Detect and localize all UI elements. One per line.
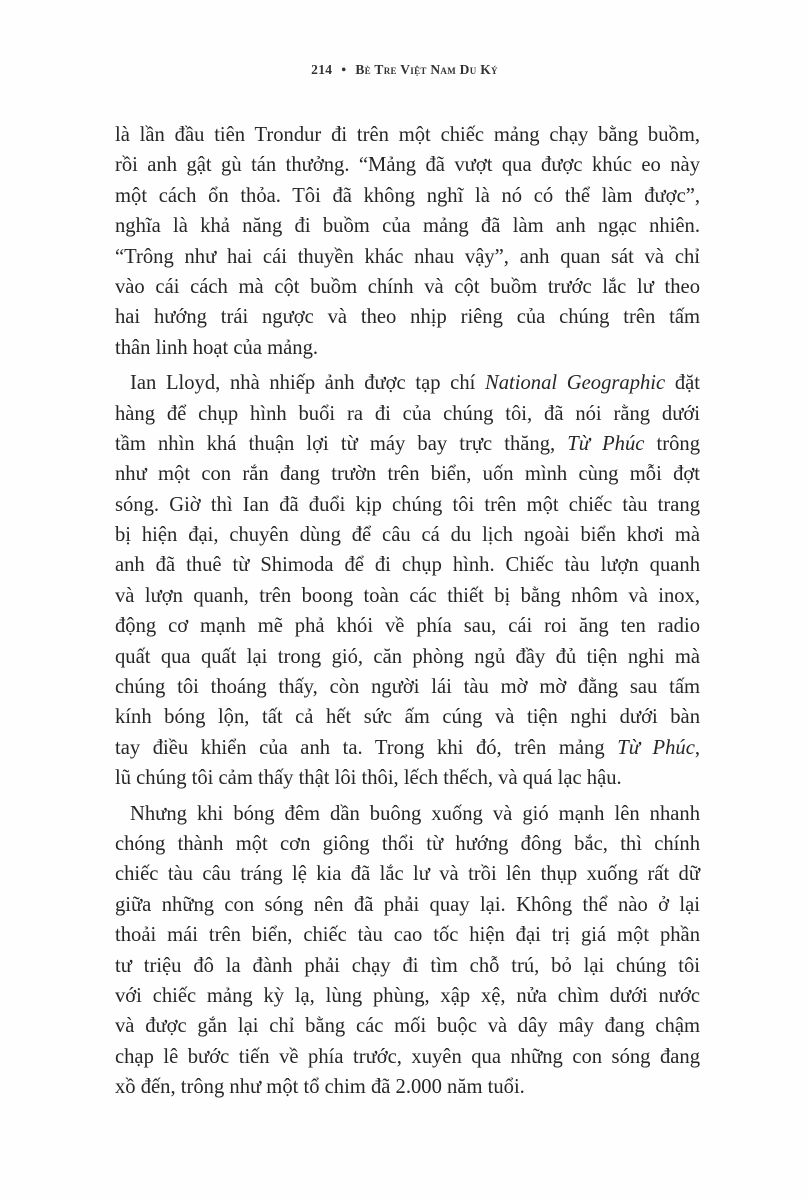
text-line: sóng. Giờ thì Ian đã đuổi kịp chúng tôi trên một chiếc tàu trang (115, 493, 700, 516)
text-line (115, 368, 700, 398)
text-line: chóng thành một cơn giông thổi từ hướng đông bắc, thì chính (115, 832, 700, 855)
text-line: với chiếc mảng kỳ lạ, lùng phùng, xập xệ, nửa chìm dưới nước (115, 984, 700, 1007)
text-run: tay điều khiển của anh ta. Trong khi đó, trên mảng (115, 736, 618, 759)
text-run: tầm nhìn khá thuận lợi từ máy bay trực thăng, (115, 432, 568, 455)
text-line: kính bóng lộn, tất cả hết sức ấm cúng và tiện nghi dưới bàn (115, 706, 700, 729)
text-line: như một con rắn đang trườn trên biển, uốn mình cùng mỗi đợt (115, 463, 700, 486)
paragraph-1 (115, 120, 700, 363)
text-line: hai hướng trái ngược và theo nhịp riêng của chúng trên tấm (115, 306, 700, 329)
text-line: hàng để chụp hình buổi ra đi của chúng tôi, đã nói rằng dưới (115, 402, 700, 425)
text-line: “Trông như hai cái thuyền khác nhau vậy”, anh quan sát và chỉ (115, 245, 700, 268)
paragraph-3 (115, 799, 700, 1103)
text-line: và được gắn lại chỉ bằng các mối buộc và dây mây đang chậm (115, 1015, 700, 1038)
paragraph-2 (115, 368, 700, 793)
text-line: thoải mái trên biển, chiếc tàu cao tốc hiện đại trị giá một phần (115, 924, 700, 947)
text-line: chúng tôi thoáng thấy, còn người lái tàu mờ mờ đằng sau tấm (115, 676, 700, 699)
text-line: bị hiện đại, chuyên dùng để câu cá du lịch ngoài biển khơi mà (115, 524, 700, 547)
text-line: rồi anh gật gù tán thưởng. “Mảng đã vượt qua được khúc eo này (115, 154, 700, 177)
text-line: nghĩa là khả năng đi buồm của mảng đã làm anh ngạc nhiên. (115, 215, 700, 238)
text-line: giữa những con sóng nên đã phải quay lại. Không thể nào ở lại (115, 893, 700, 916)
text-line: lũ chúng tôi cảm thấy thật lôi thôi, lếch thếch, và quá lạc hậu. (115, 767, 622, 790)
page-number: 214 (311, 62, 333, 77)
magazine-title: National Geographic (485, 372, 666, 395)
header-separator: • (341, 62, 347, 77)
text-line: anh đã thuê từ Shimoda để đi chụp hình. Chiếc tàu lượn quanh (115, 554, 700, 577)
raft-name: Từ Phúc (617, 736, 695, 759)
text-line: tư triệu đô la đành phải chạy đi tìm chỗ trú, bỏ lại chúng tôi (115, 954, 700, 977)
text-line: và lượn quanh, trên boong toàn các thiết bị bằng nhôm và inox, (115, 584, 700, 607)
text-line: xồ đến, trông như một tổ chim đã 2.000 năm tuổi. (115, 1076, 525, 1099)
text-line: Nhưng khi bóng đêm dần buông xuống và gió mạnh lên nhanh (130, 802, 700, 825)
text-line: chạp lê bước tiến về phía trước, xuyên qua những con sóng đang (115, 1045, 700, 1068)
text-line: một cách ổn thỏa. Tôi đã không nghĩ là nó có thể làm được”, (115, 184, 700, 207)
text-line: vào cái cách mà cột buồm chính và cột buồm trước lắc lư theo (115, 275, 700, 298)
text-run: , (694, 736, 700, 759)
text-run: trông (644, 432, 701, 455)
text-line: thân linh hoạt của mảng. (115, 336, 319, 359)
body-text (115, 120, 700, 1103)
book-title: Bè Tre Việt Nam Du Ký (355, 62, 498, 77)
text-line: quất qua quất lại trong gió, căn phòng ngủ đầy đủ tiện nghi mà (115, 645, 700, 668)
text-run: Ian Lloyd, nhà nhiếp ảnh được tạp chí (130, 372, 486, 395)
text-line: là lần đầu tiên Trondur đi trên một chiếc mảng chạy bằng buồm, (115, 124, 700, 146)
text-line (115, 733, 700, 763)
text-line (115, 429, 700, 459)
text-line: chiếc tàu câu tráng lệ kia đã lắc lư và trồi lên thụp xuống rất dữ (115, 863, 700, 886)
text-line: động cơ mạnh mẽ phả khói về phía sau, cái roi ăng ten radio (115, 615, 700, 638)
text-run: đặt (665, 372, 700, 395)
running-header (0, 62, 809, 78)
raft-name: Từ Phúc (567, 432, 645, 455)
